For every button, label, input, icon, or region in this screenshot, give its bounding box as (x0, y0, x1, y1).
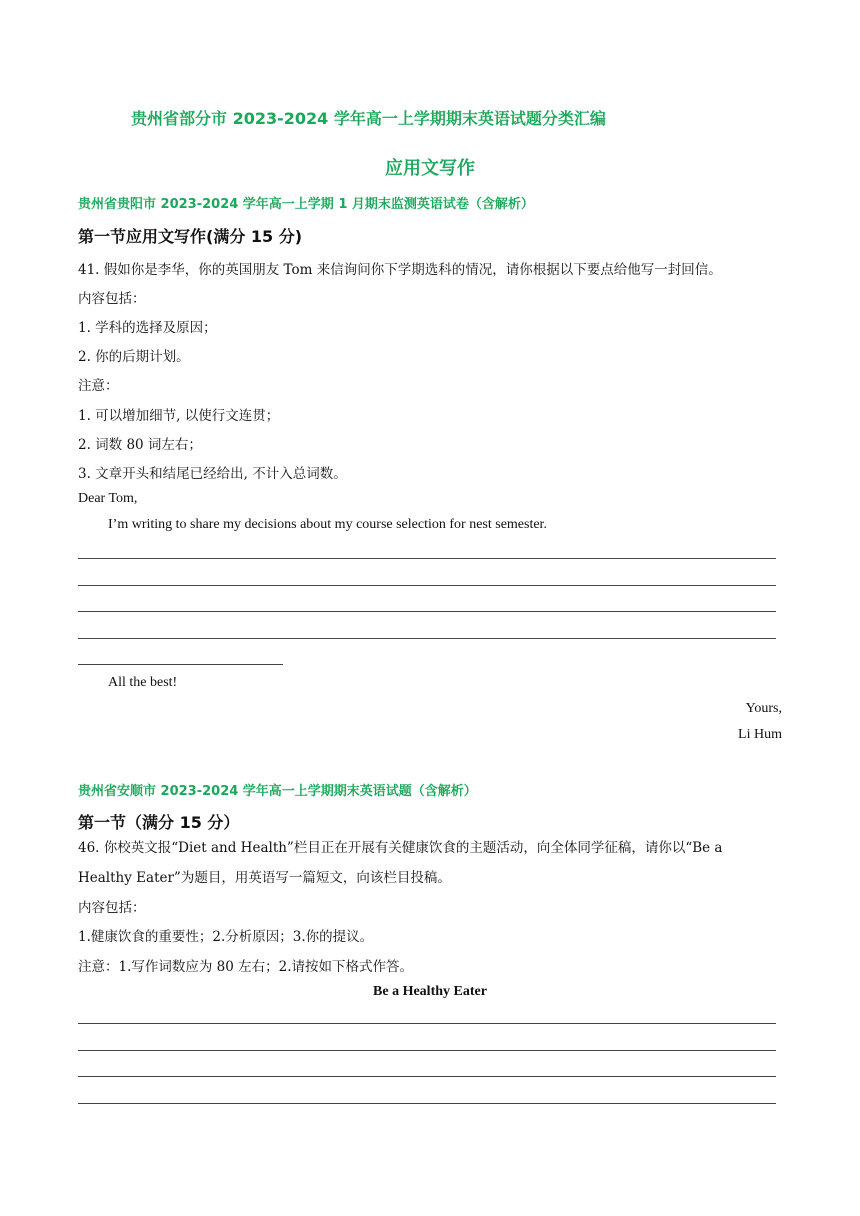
part1-section-heading: 第一节应用文写作(满分 15 分) (78, 227, 303, 246)
letter-sign-yours: Yours, (745, 701, 782, 716)
part1-content-label: 内容包括： (78, 291, 146, 307)
writing-line (78, 664, 283, 665)
writing-line (78, 558, 776, 559)
writing-line (78, 585, 776, 586)
letter-opening: I’m writing to share my decisions about my course selection for nest semester. (108, 517, 547, 532)
part1-note-3: 3. 文章开头和结尾已经给出, 不计入总词数。 (78, 466, 347, 482)
part1-notes-label: 注意： (78, 378, 119, 394)
part1-point-2: 2. 你的后期计划。 (78, 349, 190, 365)
writing-line (78, 1050, 776, 1051)
writing-line (78, 1076, 776, 1077)
part2-points: 1.健康饮食的重要性；2.分析原因；3.你的提议。 (78, 929, 374, 945)
letter-closing: All the best! (108, 675, 178, 690)
main-title: 贵州省部分市 2023-2024 学年高一上学期期末英语试题分类汇编 (131, 109, 606, 128)
part2-section-heading: 第一节（满分 15 分） (78, 813, 240, 832)
part2-source: 贵州省安顺市 2023-2024 学年高一上学期期末英语试题（含解析） (78, 784, 477, 799)
part1-note-2: 2. 词数 80 词左右； (78, 437, 202, 453)
letter-sign-name: Li Hum (738, 727, 782, 742)
part1-point-1: 1. 学科的选择及原因； (78, 320, 217, 336)
part1-question: 41. 假如你是李华，你的英国朋友 Tom 来信询问你下学期选科的情况，请你根据以下要点给他写一封回信。 (78, 262, 722, 278)
part2-notes: 注意：1.写作词数应为 80 左右；2.请按如下格式作答。 (78, 959, 414, 975)
writing-line (78, 1023, 776, 1024)
subtitle: 应用文写作 (385, 158, 475, 179)
writing-line (78, 638, 776, 639)
writing-line (78, 1103, 776, 1104)
part2-question-line-2: Healthy Eater”为题目，用英语写一篇短文，向该栏目投稿。 (78, 870, 451, 886)
part2-content-label: 内容包括： (78, 900, 146, 916)
essay-title: Be a Healthy Eater (373, 984, 487, 999)
writing-line (78, 611, 776, 612)
part1-source: 贵州省贵阳市 2023-2024 学年高一上学期 1 月期末监测英语试卷（含解析） (78, 197, 534, 212)
part2-question-line-1: 46. 你校英文报“Diet and Health”栏目正在开展有关健康饮食的主题活动，向全体同学征稿，请你以“Be a (78, 840, 723, 856)
letter-greeting: Dear Tom, (78, 491, 138, 506)
part1-note-1: 1. 可以增加细节, 以使行文连贯； (78, 408, 280, 424)
